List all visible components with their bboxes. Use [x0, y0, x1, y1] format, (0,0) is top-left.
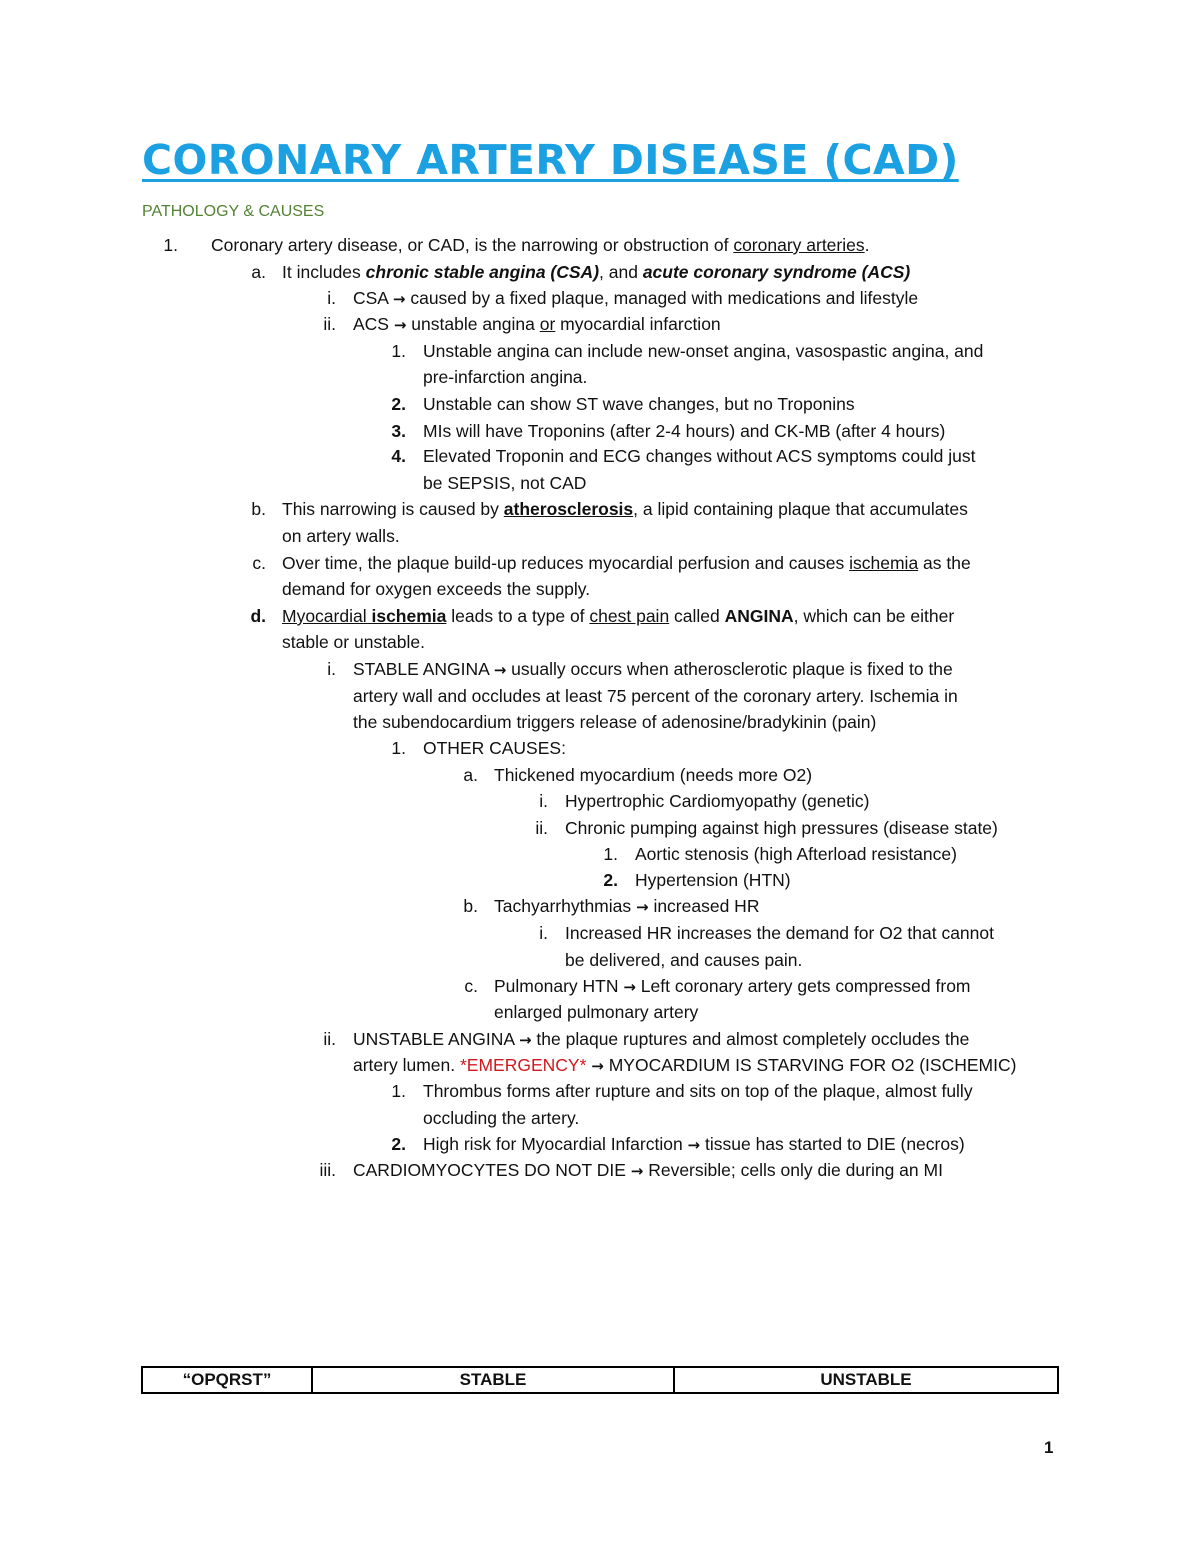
- table-header-cell: STABLE: [312, 1367, 674, 1393]
- list-marker: c.: [464, 976, 478, 996]
- coronary-arteries-link: coronary arteries: [733, 235, 865, 255]
- list-item-text: enlarged pulmonary artery: [494, 1002, 699, 1022]
- list-marker: a.: [463, 765, 478, 785]
- list-item-text: the subendocardium triggers release of adenosine/bradykinin (pain): [353, 712, 877, 732]
- list-item-text: Myocardial ischemia leads to a type of chest pain called ANGINA, which can be either: [282, 606, 955, 626]
- list-marker: i.: [327, 288, 336, 308]
- right-arrow-icon: →: [623, 978, 636, 996]
- page-number: 1: [1044, 1438, 1054, 1457]
- right-arrow-icon: →: [518, 1031, 532, 1049]
- list-marker: i.: [539, 923, 548, 943]
- right-arrow-icon: →: [687, 1136, 701, 1154]
- right-arrow-icon: →: [392, 290, 406, 308]
- list-item-text: Aortic stenosis (high Afterload resistance): [635, 844, 957, 864]
- list-item-text: OTHER CAUSES:: [423, 738, 566, 758]
- list-item-text: UNSTABLE ANGINA → the plaque ruptures and almost completely occludes the: [353, 1029, 970, 1049]
- table-header-cell: UNSTABLE: [674, 1367, 1058, 1393]
- list-item-text: Coronary artery disease, or CAD, is the narrowing or obstruction of coronary arteries.: [211, 235, 870, 255]
- list-item-text: High risk for Myocardial Infarction → tissue has started to DIE (necros): [423, 1134, 965, 1154]
- list-marker: 2.: [603, 870, 618, 890]
- list-item-text: be delivered, and causes pain.: [565, 950, 803, 970]
- section-heading: PATHOLOGY & CAUSES: [142, 203, 325, 220]
- list-item-text: on artery walls.: [282, 526, 400, 546]
- right-arrow-icon: →: [393, 316, 407, 334]
- table-header-row: [142, 1367, 1058, 1393]
- right-arrow-icon: →: [591, 1057, 604, 1075]
- list-item-text: Pulmonary HTN → Left coronary artery gets compressed from: [494, 976, 971, 996]
- list-marker: c.: [252, 553, 266, 573]
- list-item-text: CARDIOMYOCYTES DO NOT DIE → Reversible; cells only die during an MI: [353, 1160, 943, 1180]
- list-marker: ii.: [535, 818, 548, 838]
- list-item-text: Thickened myocardium (needs more O2): [494, 765, 813, 785]
- list-marker: 2.: [391, 394, 406, 414]
- list-marker: 1.: [163, 235, 178, 255]
- list-marker: iii.: [319, 1160, 336, 1180]
- list-item-text: Hypertension (HTN): [635, 870, 791, 890]
- list-marker: a.: [251, 262, 266, 282]
- list-marker: i.: [327, 659, 336, 679]
- right-arrow-icon: →: [493, 661, 507, 679]
- list-marker: 4.: [391, 446, 406, 466]
- list-marker: b.: [463, 896, 478, 916]
- document-title: CORONARY ARTERY DISEASE (CAD): [142, 136, 959, 184]
- list-marker: i.: [539, 791, 548, 811]
- list-item-text: artery wall and occludes at least 75 percent of the coronary artery. Ischemia in: [353, 686, 958, 706]
- list-item-text: STABLE ANGINA → usually occurs when atherosclerotic plaque is fixed to the: [353, 659, 953, 679]
- list-item-text: Chronic pumping against high pressures (disease state): [565, 818, 998, 838]
- emergency-label: *EMERGENCY*: [459, 1055, 587, 1075]
- list-item-text: be SEPSIS, not CAD: [423, 473, 587, 493]
- list-item-text: ACS → unstable angina or myocardial infarction: [353, 314, 721, 334]
- list-item-text: artery lumen. *EMERGENCY* → MYOCARDIUM IS STARVING FOR O2 (ISCHEMIC): [353, 1055, 1017, 1075]
- list-item-text: Unstable angina can include new-onset angina, vasospastic angina, and: [423, 341, 984, 361]
- list-item-text: CSA → caused by a fixed plaque, managed with medications and lifestyle: [353, 288, 919, 308]
- list-marker: 1.: [603, 844, 618, 864]
- list-item-text: demand for oxygen exceeds the supply.: [282, 579, 591, 599]
- list-marker: ii.: [323, 1029, 336, 1049]
- list-item-text: This narrowing is caused by atherosclerosis, a lipid containing plaque that accumulates: [282, 499, 968, 519]
- list-item-text: It includes chronic stable angina (CSA), and acute coronary syndrome (ACS): [282, 262, 911, 282]
- list-item-text: stable or unstable.: [282, 632, 426, 652]
- opqrst-table: [141, 1366, 1059, 1394]
- list-marker: ii.: [323, 314, 336, 334]
- list-item-text: Over time, the plaque build-up reduces myocardial perfusion and causes ischemia as the: [282, 553, 971, 573]
- list-marker: 1.: [391, 738, 406, 758]
- list-marker: d.: [250, 606, 266, 626]
- list-marker: 1.: [391, 341, 406, 361]
- list-item-text: Hypertrophic Cardiomyopathy (genetic): [565, 791, 870, 811]
- list-item-text: occluding the artery.: [423, 1108, 580, 1128]
- list-marker: 3.: [391, 421, 406, 441]
- list-item-text: Thrombus forms after rupture and sits on top of the plaque, almost fully: [423, 1081, 973, 1101]
- list-item-text: pre-infarction angina.: [423, 367, 588, 387]
- list-marker: 1.: [391, 1081, 406, 1101]
- list-item-text: MIs will have Troponins (after 2-4 hours) and CK-MB (after 4 hours): [423, 421, 946, 441]
- list-item-text: Increased HR increases the demand for O2 that cannot: [565, 923, 994, 943]
- list-item-text: Unstable can show ST wave changes, but no Troponins: [423, 394, 855, 414]
- list-marker: b.: [251, 499, 266, 519]
- list-item-text: Elevated Troponin and ECG changes without ACS symptoms could just: [423, 446, 976, 466]
- right-arrow-icon: →: [636, 898, 649, 916]
- table-header-cell: “OPQRST”: [142, 1367, 312, 1393]
- list-item-text: Tachyarrhythmias → increased HR: [494, 896, 760, 916]
- right-arrow-icon: →: [630, 1162, 644, 1180]
- list-marker: 2.: [391, 1134, 406, 1154]
